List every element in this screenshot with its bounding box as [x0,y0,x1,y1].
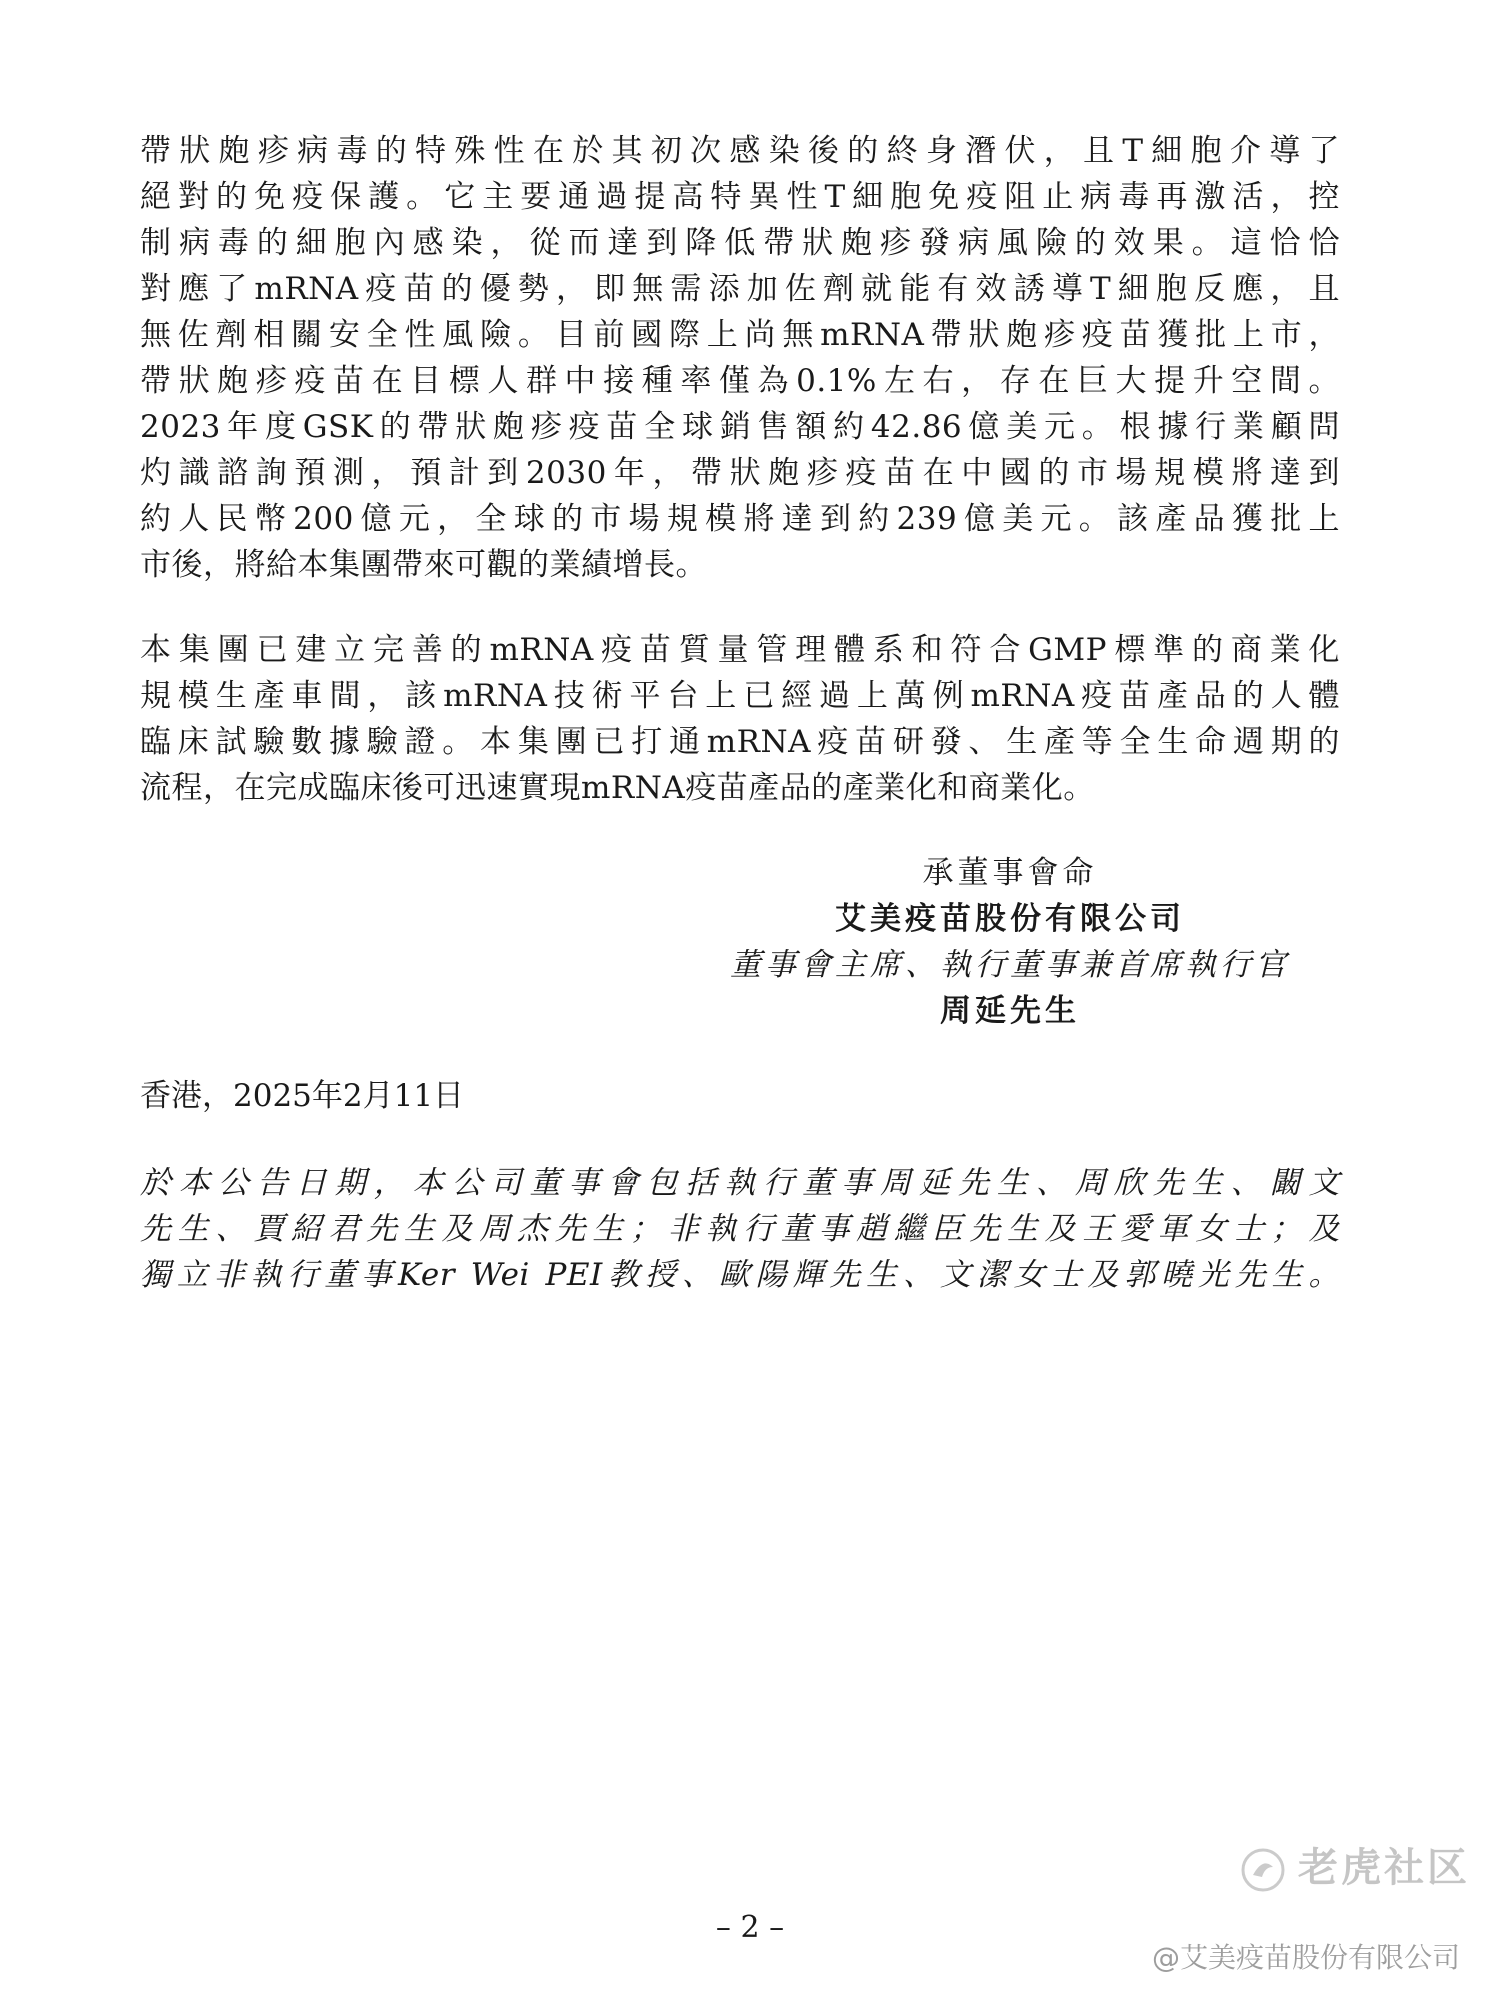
signatory-name: 周延先生 [940,993,1080,1029]
signature-block [700,850,1320,1034]
text-line: 市後，將給本集團帶來可觀的業績增長。 [140,547,707,583]
company-name: 艾美疫苗股份有限公司 [835,901,1185,937]
text-line: 流程，在完成臨床後可迅速實現mRNA疫苗產品的產業化和商業化。 [140,770,1095,806]
page-number: – 2 – [715,1910,785,1945]
text-line: 獨立非執行董事Ker Wei PEI教授、歐陽輝先生、文潔女士及郭曉光先生。 [140,1257,1340,1293]
text-line: 於本公告日期，本公司董事會包括執行董事周延先生、周欣先生、闞文 [140,1165,1340,1201]
text-line: 絕對的免疫保護。它主要通過提高特異性T細胞免疫阻止病毒再激活，控 [140,179,1340,215]
text-line: 規模生產車間，該mRNA技術平台上已經過上萬例mRNA疫苗產品的人體 [140,678,1340,714]
text-line: 對應了mRNA疫苗的優勢，即無需添加佐劑就能有效誘導T細胞反應，且 [140,271,1340,307]
text-line: 本集團已建立完善的mRNA疫苗質量管理體系和符合GMP標準的商業化 [140,632,1340,668]
watermark-brand: 老虎社区 [1298,1845,1470,1891]
text-line: 臨床試驗數據驗證。本集團已打通mRNA疫苗研發、生產等全生命週期的 [140,724,1340,760]
body-paragraph-2 [140,627,1340,811]
dateline: 香港，2025年2月11日 [140,1078,465,1114]
by-order-line: 承董事會命 [922,855,1098,891]
body-paragraph-1 [140,128,1340,588]
text-line: 帶狀皰疹病毒的特殊性在於其初次感染後的終身潛伏，且T細胞介導了 [140,133,1340,169]
text-line: 灼識諮詢預測，預計到2030年，帶狀皰疹疫苗在中國的市場規模將達到 [140,455,1340,491]
text-line: 制病毒的細胞內感染，從而達到降低帶狀皰疹發病風險的效果。這恰恰 [140,225,1340,261]
text-line: 無佐劑相關安全性風險。目前國際上尚無mRNA帶狀皰疹疫苗獲批上市， [140,317,1340,353]
signatory-title: 董事會主席、執行董事兼首席執行官 [730,947,1290,983]
directors-note [140,1160,1340,1298]
text-line: 先生、賈紹君先生及周杰先生；非執行董事趙繼臣先生及王愛軍女士；及 [140,1211,1340,1247]
text-line: 帶狀皰疹疫苗在目標人群中接種率僅為0.1%左右，存在巨大提升空間。 [140,363,1340,399]
watermark-handle: @艾美疫苗股份有限公司 [1152,1941,1461,1974]
text-line: 2023年度GSK的帶狀皰疹疫苗全球銷售額約42.86億美元。根據行業顧問 [140,409,1340,445]
text-line: 約人民幣200億元，全球的市場規模將達到約239億美元。該產品獲批上 [140,501,1340,537]
tiger-logo-icon [1240,1847,1286,1893]
